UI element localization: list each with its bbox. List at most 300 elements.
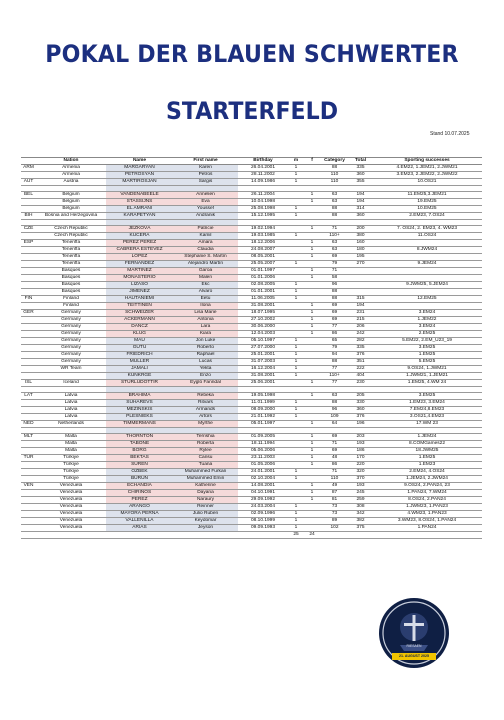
total-cell: 205 — [349, 392, 372, 399]
total-cell: 360 — [349, 172, 372, 179]
m-cell — [288, 267, 304, 274]
col-birthday: Birthday — [238, 158, 288, 165]
table-row — [21, 510, 482, 517]
name-cell: STASSIJNS — [106, 198, 173, 205]
f-cell — [304, 475, 320, 482]
nation-cell: Finland — [36, 302, 106, 309]
name-cell: GUTU — [106, 344, 173, 351]
birthday-cell: 18.11.1994 — [238, 440, 288, 447]
m-cell: 1 — [288, 468, 304, 475]
nation-cell: Germany — [36, 330, 106, 337]
successes-cell: 11.OS24 — [372, 232, 482, 239]
nation-cell: Belgium — [36, 191, 106, 198]
category-cell: 71 — [320, 267, 349, 274]
category-cell: 71 — [320, 440, 349, 447]
f-cell — [304, 517, 320, 524]
birthday-cell: 31.07.2003 — [238, 358, 288, 365]
m-cell — [288, 379, 304, 386]
category-cell: 88 — [320, 212, 349, 219]
category-cell: 96 — [320, 281, 349, 288]
table-row — [21, 365, 482, 372]
f-cell — [304, 172, 320, 179]
table-row — [21, 468, 482, 475]
birthday-cell: 09.09.1993 — [238, 524, 288, 531]
first-name-cell: Lisa Marie — [173, 309, 238, 316]
f-cell: 1 — [304, 482, 320, 489]
category-cell: 109 — [320, 413, 349, 420]
col-successes: Sporting successes — [372, 158, 482, 165]
first-name-cell: Alvaro — [173, 288, 238, 295]
f-cell: 1 — [304, 433, 320, 440]
nation-cell: Basques — [36, 281, 106, 288]
successes-cell: 1.EM23 — [372, 461, 482, 468]
f-cell — [304, 468, 320, 475]
first-name-cell: Cansu — [173, 454, 238, 461]
successes-cell: 1.PAN24 — [372, 524, 482, 531]
first-name-cell: Rylee — [173, 447, 238, 454]
total-cell: 320 — [349, 468, 372, 475]
code-cell: ESP — [21, 239, 36, 246]
successes-cell: 5.EM22, 2.EM_U23_19 — [372, 337, 482, 344]
logo-city: RIESAEN — [406, 644, 422, 648]
birthday-cell: 11.01.1999 — [238, 399, 288, 406]
m-cell — [288, 225, 304, 232]
m-cell: 1 — [288, 232, 304, 239]
code-cell: AUT — [21, 179, 36, 186]
first-name-cell: Raphael — [173, 351, 238, 358]
m-cell: 1 — [288, 510, 304, 517]
code-cell — [21, 503, 36, 510]
nation-cell: Teneriffa — [36, 253, 106, 260]
name-cell: TIMMERMANS — [106, 420, 173, 427]
col-code — [21, 158, 36, 165]
successes-cell: 3.EM24 — [372, 309, 482, 316]
code-cell — [21, 517, 36, 524]
code-cell — [21, 399, 36, 406]
nation-cell: Latvia — [36, 392, 106, 399]
name-cell: MARGARYAN — [106, 165, 173, 172]
birthday-cell: 01.01.1997 — [238, 267, 288, 274]
nation-cell: Basques — [36, 288, 106, 295]
name-cell: TEITTINEN — [106, 302, 173, 309]
birthday-cell: 10.04.1998 — [238, 198, 288, 205]
successes-cell: 9.JWM25, 5.JEM24 — [372, 281, 482, 288]
nation-cell: Venezuela — [36, 524, 106, 531]
code-cell — [21, 351, 36, 358]
table-row — [21, 392, 482, 399]
total-cell: 180 — [349, 246, 372, 253]
category-cell: 110+ — [320, 372, 349, 379]
category-cell: 63 — [320, 198, 349, 205]
f-cell — [304, 413, 320, 420]
birthday-cell: 05.10.1997 — [238, 337, 288, 344]
total-cell: 380 — [349, 232, 372, 239]
birthday-cell: 26.11.2004 — [238, 191, 288, 198]
table-row — [21, 372, 482, 379]
successes-cell: 7. OS24, 2. EM23, 4. WM23 — [372, 225, 482, 232]
first-name-cell: Kiara — [173, 330, 238, 337]
m-cell — [288, 454, 304, 461]
first-name-cell: Muhammed Emin — [173, 475, 238, 482]
name-cell: LIZASO — [106, 281, 173, 288]
first-name-cell: Reinner — [173, 503, 238, 510]
nation-cell: Germany — [36, 337, 106, 344]
birthday-cell: 02.09.1996 — [238, 510, 288, 517]
f-cell — [304, 399, 320, 406]
table-row — [21, 179, 482, 186]
first-name-cell: Enzo — [173, 372, 238, 379]
name-cell: SCHWEIZER — [106, 309, 173, 316]
successes-cell: 10.EM25 — [372, 205, 482, 212]
first-name-cell: Eygló Fanndal — [173, 379, 238, 386]
nation-cell: Venezuela — [36, 489, 106, 496]
category-cell: 88 — [320, 399, 349, 406]
category-cell: 77 — [320, 323, 349, 330]
first-name-cell: Alejandro Martín — [173, 260, 238, 267]
category-cell: 58 — [320, 274, 349, 281]
f-cell: 1 — [304, 191, 320, 198]
nation-cell: Venezuela — [36, 496, 106, 503]
successes-cell: 2.EM25 — [372, 330, 482, 337]
category-cell: 69 — [320, 447, 349, 454]
birthday-cell: 21.01.1992 — [238, 413, 288, 420]
first-name-cell: Kamil — [173, 232, 238, 239]
f-cell — [304, 510, 320, 517]
code-cell: NED — [21, 420, 36, 427]
code-cell — [21, 302, 36, 309]
birthday-cell: 27.10.2002 — [238, 316, 288, 323]
total-cell: 370 — [349, 475, 372, 482]
f-cell: 1 — [304, 239, 320, 246]
nation-cell: Teneriffa — [36, 246, 106, 253]
code-cell — [21, 260, 36, 267]
m-cell — [288, 246, 304, 253]
table-row — [21, 475, 482, 482]
total-cell: 335 — [349, 165, 372, 172]
birthday-cell: 04.10.1991 — [238, 489, 288, 496]
col-name: Name — [106, 158, 173, 165]
table-row — [21, 225, 482, 232]
birthday-cell: 19.03.1985 — [238, 232, 288, 239]
m-cell — [288, 461, 304, 468]
nation-cell: Netherlands — [36, 420, 106, 427]
code-cell — [21, 358, 36, 365]
f-cell — [304, 281, 320, 288]
table-row — [21, 440, 482, 447]
nation-cell: Türkiye — [36, 475, 106, 482]
successes-cell: 1.EM25 — [372, 454, 482, 461]
name-cell: DANCZ — [106, 323, 173, 330]
code-cell — [21, 323, 36, 330]
code-cell — [21, 461, 36, 468]
table-row — [21, 399, 482, 406]
m-cell: 1 — [288, 281, 304, 288]
nation-cell: WR Team — [36, 365, 106, 372]
m-cell: 1 — [288, 406, 304, 413]
f-cell — [304, 337, 320, 344]
code-cell — [21, 447, 36, 454]
category-cell: 63 — [320, 246, 349, 253]
nation-cell: Teneriffa — [36, 260, 106, 267]
m-cell: 1 — [288, 344, 304, 351]
total-cell: 200 — [349, 225, 372, 232]
nation-cell: Türkiye — [36, 468, 106, 475]
successes-cell: 3.EM25 — [372, 392, 482, 399]
nation-cell: Venezuela — [36, 503, 106, 510]
category-cell: 63 — [320, 392, 349, 399]
f-cell: 1 — [304, 454, 320, 461]
category-cell: 69 — [320, 433, 349, 440]
name-cell: EL AMRANI — [106, 205, 173, 212]
first-name-cell: Armands — [173, 406, 238, 413]
logo-date: 21. AUGUST 2025 — [398, 654, 430, 658]
table-row — [21, 172, 482, 179]
category-cell: 89 — [320, 517, 349, 524]
first-name-cell: Dayana — [173, 489, 238, 496]
category-cell: 110 — [320, 179, 349, 186]
m-cell: 1 — [288, 172, 304, 179]
first-name-cell: Julio Ruben — [173, 510, 238, 517]
birthday-cell: 11.06.2005 — [238, 295, 288, 302]
m-cell: 1 — [288, 179, 304, 186]
category-cell: 69 — [320, 302, 349, 309]
birthday-cell: 12.04.2003 — [238, 330, 288, 337]
birthday-cell: 27.07.2000 — [238, 344, 288, 351]
table-row — [21, 517, 482, 524]
f-cell — [304, 212, 320, 219]
total-cell: 382 — [349, 517, 372, 524]
total-cell: 355 — [349, 179, 372, 186]
table-row — [21, 316, 482, 323]
first-name-cell: Eva — [173, 198, 238, 205]
name-cell: FERNÁNDEZ — [106, 260, 173, 267]
name-cell: MARTIROSJAN — [106, 179, 173, 186]
nation-cell: Czech Republic — [36, 232, 106, 239]
table-row — [21, 454, 482, 461]
category-cell: 88 — [320, 165, 349, 172]
successes-cell: 9.JEM24 — [372, 260, 482, 267]
birthday-cell: 08.10.1999 — [238, 517, 288, 524]
table-row — [21, 406, 482, 413]
nation-cell: Venezuela — [36, 517, 106, 524]
successes-cell — [372, 288, 482, 295]
col-category: Category — [320, 158, 349, 165]
birthday-cell: 01.05.2006 — [238, 461, 288, 468]
nation-cell: Austria — [36, 179, 106, 186]
table-row — [21, 309, 482, 316]
category-cell: 88 — [320, 288, 349, 295]
m-cell: 1 — [288, 517, 304, 524]
code-cell: BIH — [21, 212, 36, 219]
m-cell — [288, 198, 304, 205]
first-name-cell: Tuana — [173, 461, 238, 468]
table-row — [21, 413, 482, 420]
category-cell: 81 — [320, 496, 349, 503]
total-cell: 193 — [349, 482, 372, 489]
birthday-cell: 08.09.2000 — [238, 406, 288, 413]
code-cell — [21, 274, 36, 281]
nation-cell: Finland — [36, 295, 106, 302]
category-cell: 110 — [320, 172, 349, 179]
f-cell: 1 — [304, 274, 320, 281]
f-cell: 1 — [304, 302, 320, 309]
m-cell: 1 — [288, 288, 304, 295]
successes-cell: 3.OS21,4.EM23 — [372, 413, 482, 420]
first-name-cell: Karen — [173, 165, 238, 172]
first-name-cell: Muhammed Furkan — [173, 468, 238, 475]
code-cell — [21, 232, 36, 239]
name-cell: ACKERMANN — [106, 316, 173, 323]
m-cell — [288, 496, 304, 503]
code-cell — [21, 413, 36, 420]
code-cell — [21, 510, 36, 517]
nation-cell: Germany — [36, 316, 106, 323]
successes-cell: 1.JWM23, 1.PAN23 — [372, 503, 482, 510]
col-nation: Nation — [36, 158, 106, 165]
table-row — [21, 344, 482, 351]
nation-cell: Teneriffa — [36, 239, 106, 246]
category-cell: 49 — [320, 482, 349, 489]
successes-cell: 1.JEM22 — [372, 316, 482, 323]
name-cell: THORNTON — [106, 433, 173, 440]
code-cell — [21, 365, 36, 372]
successes-cell: 3.WM23, 8.OS24, 1.PAN24 — [372, 517, 482, 524]
total-cell: 195 — [349, 253, 372, 260]
f-cell — [304, 205, 320, 212]
f-cell — [304, 524, 320, 531]
nation-cell: Iceland — [36, 379, 106, 386]
table-row — [21, 246, 482, 253]
total-cell: 194 — [349, 191, 372, 198]
successes-cell: 10.OS21 — [372, 179, 482, 186]
first-name-cell: Keydomar — [173, 517, 238, 524]
code-cell: GER — [21, 309, 36, 316]
category-cell: 88 — [320, 295, 349, 302]
total-cell: 230 — [349, 379, 372, 386]
nation-cell: Germany — [36, 358, 106, 365]
name-cell: MARTINEZ — [106, 267, 173, 274]
category-cell: 110+ — [320, 232, 349, 239]
name-cell: MONASTERIO — [106, 274, 173, 281]
name-cell: PLĒSNIEKS — [106, 413, 173, 420]
birthday-cell: 25.05.2007 — [238, 260, 288, 267]
m-cell — [288, 482, 304, 489]
successes-cell: 1.PAN24, 7.WM24 — [372, 489, 482, 496]
code-cell: LAT — [21, 392, 36, 399]
successes-cell: 1.EM23, 3.EM24 — [372, 399, 482, 406]
first-name-cell: Malen — [173, 274, 238, 281]
code-cell — [21, 344, 36, 351]
first-name-cell: Patricie — [173, 225, 238, 232]
successes-cell: 9.OS24, 2.PAN24, 23 — [372, 482, 482, 489]
total-cell: 194 — [349, 302, 372, 309]
total-cell: 360 — [349, 212, 372, 219]
birthday-cell: 18.12.2006 — [238, 239, 288, 246]
total-cell: 376 — [349, 413, 372, 420]
table-row — [21, 212, 482, 219]
birthday-cell: 19.05.1998 — [238, 392, 288, 399]
f-cell: 1 — [304, 225, 320, 232]
category-cell: 63 — [320, 191, 349, 198]
page-title: POKAL DER BLAUEN SCHWERTER — [45, 40, 459, 68]
birthday-cell: 05.01.1997 — [238, 420, 288, 427]
m-cell — [288, 302, 304, 309]
first-name-cell: Yekta — [173, 365, 238, 372]
m-cell: 1 — [288, 358, 304, 365]
name-cell: MEŽINSKIS — [106, 406, 173, 413]
f-cell — [304, 365, 320, 372]
f-cell — [304, 503, 320, 510]
code-cell: MLT — [21, 433, 36, 440]
first-name-cell: Amara — [173, 239, 238, 246]
successes-cell: 2.EM23, 7.OS24 — [372, 212, 482, 219]
first-name-cell: Claudia — [173, 246, 238, 253]
table-row — [21, 503, 482, 510]
name-cell: JIMENEZ — [106, 288, 173, 295]
name-cell: STURLUDÓTTIR — [106, 379, 173, 386]
category-cell: 69 — [320, 316, 349, 323]
successes-cell: 17.WM 23 — [372, 420, 482, 427]
birthday-cell: 24.03.2004 — [238, 503, 288, 510]
birthday-cell: 18.07.1995 — [238, 309, 288, 316]
total-cell: 259 — [349, 496, 372, 503]
nation-cell: Latvia — [36, 413, 106, 420]
total-f: 24 — [304, 531, 320, 538]
total-cell: 351 — [349, 358, 372, 365]
total-cell: 245 — [349, 489, 372, 496]
nation-cell: Bosnia and Herzegovina — [36, 212, 106, 219]
total-cell: 196 — [349, 420, 372, 427]
category-cell: 102 — [320, 524, 349, 531]
table-row — [21, 489, 482, 496]
m-cell — [288, 274, 304, 281]
m-cell: 1 — [288, 295, 304, 302]
name-cell: SUHAREVS — [106, 399, 173, 406]
nation-cell: Malta — [36, 447, 106, 454]
name-cell: MAU — [106, 337, 173, 344]
first-name-cell: Ritvars — [173, 399, 238, 406]
first-name-cell: Annelien — [173, 191, 238, 198]
m-cell — [288, 323, 304, 330]
first-name-cell: Myrthe — [173, 420, 238, 427]
table-row — [21, 351, 482, 358]
code-cell — [21, 475, 36, 482]
first-name-cell: Roberto — [173, 344, 238, 351]
m-cell — [288, 392, 304, 399]
code-cell: BEL — [21, 191, 36, 198]
category-cell: 71 — [320, 225, 349, 232]
table-row — [21, 302, 482, 309]
code-cell: VEN — [21, 482, 36, 489]
birthday-cell: 14.09.1986 — [238, 179, 288, 186]
birthday-cell: 05.06.2006 — [238, 447, 288, 454]
total-cell: 335 — [349, 344, 372, 351]
successes-cell: 8.OS24, 2.PAN24 — [372, 496, 482, 503]
birthday-cell: 30.06.2000 — [238, 323, 288, 330]
f-cell — [304, 351, 320, 358]
category-cell: 79 — [320, 260, 349, 267]
total-cell: 242 — [349, 330, 372, 337]
code-cell — [21, 246, 36, 253]
m-cell — [288, 309, 304, 316]
name-cell: TABONE — [106, 440, 173, 447]
successes-cell: 2.EM24, 4.OS24 — [372, 468, 482, 475]
f-cell: 1 — [304, 392, 320, 399]
successes-cell: 18.JWM25 — [372, 447, 482, 454]
m-cell: 1 — [288, 351, 304, 358]
m-cell — [288, 239, 304, 246]
stand-date: Stand 10.07.2025 — [430, 131, 470, 137]
